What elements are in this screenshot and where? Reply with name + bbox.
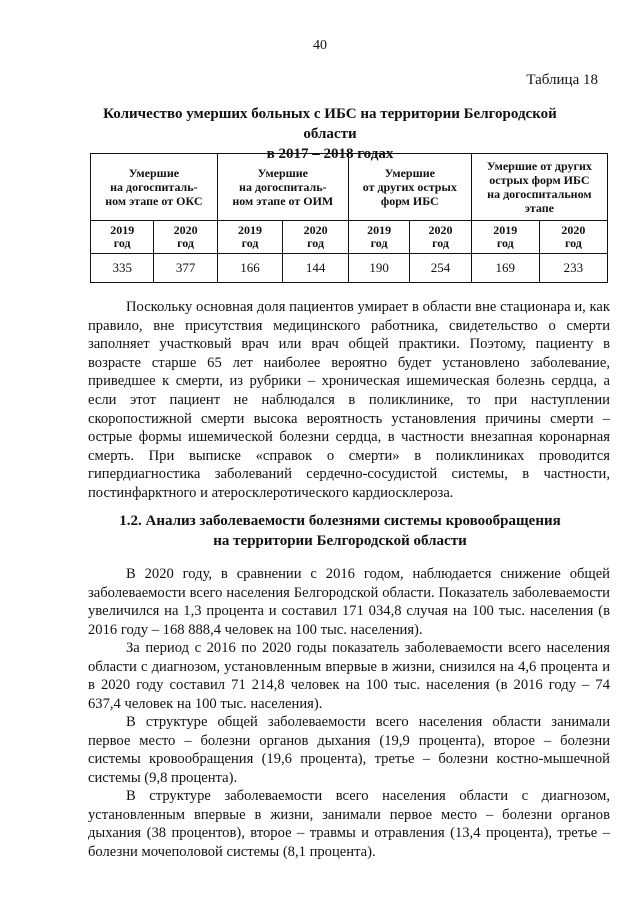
value-cell: 166	[217, 254, 283, 283]
year-cell	[217, 221, 283, 254]
table-header-cell	[471, 154, 607, 221]
body-paragraph-1	[88, 298, 610, 503]
year-unit: год	[307, 236, 325, 250]
header-text: Умершие от других	[486, 159, 592, 173]
year-unit: год	[177, 236, 194, 250]
header-text: на догоспиталь-	[239, 180, 327, 194]
value-cell: 190	[348, 254, 409, 283]
paragraph-text: В 2020 году, в сравнении с 2016 годом, наблюдается снижение общей заболеваемости всего населения Белгородской области. Показатель заболеваемости увеличился на 1,3 процента и составил 171 034,8 случая на 100 тыс. населения (в 2016 году – 168 888,4 человек на 100 тыс. населения).	[88, 566, 610, 638]
year-cell	[283, 221, 349, 254]
paragraph-text: Поскольку основная доля пациентов умирает в области вне стационара и, как правило, вне присутствия медицинского работника, свидетельство о смерти заполняет участковый врач или врач общей практики. Поэтому, пациенту в возрасте старше 65 лет наиболее вероятно будет установлено заболевание, приведшее к смерти, из рубрики – хроническая ишемическая болезнь сердца, а если этот пациент не наблюдался в поликлинике, то при наступлении скоропостижной смерти высока вероятность установления причины смерти – острые формы ишемической болезни сердца, в частности внезапная коронарная смерть. При выписке «справок о смерти» в поликлиниках проводится гипердиагностика заболеваний сердечно-сосудистой системы, в частности, постинфарктного и атеросклеротического кардиосклероза.	[88, 299, 610, 501]
year-unit: год	[432, 236, 449, 250]
header-text: Умершие	[257, 166, 308, 180]
value-cell: 144	[283, 254, 349, 283]
header-text: ном этапе от ОИМ	[232, 194, 334, 208]
body-paragraph-4	[88, 713, 610, 787]
section-title-line2: на территории Белгородской области	[213, 533, 467, 549]
value-cell: 233	[539, 254, 607, 283]
table-header-cell	[217, 154, 348, 221]
section-title	[80, 511, 600, 551]
year-value: 2020	[303, 223, 328, 237]
year-value: 2019	[238, 223, 263, 237]
year-unit: год	[564, 236, 582, 250]
table-title-line1: Количество умерших больных с ИБС на территории Белгородской области	[103, 106, 557, 142]
year-unit: год	[496, 236, 514, 250]
year-cell	[348, 221, 409, 254]
year-value: 2019	[110, 223, 135, 237]
year-value: 2019	[367, 223, 392, 237]
table-header-cell	[91, 154, 218, 221]
header-text: этапе	[524, 201, 555, 215]
body-paragraph-5	[88, 787, 610, 861]
year-unit: год	[113, 236, 131, 250]
year-cell	[91, 221, 154, 254]
table-year-row	[91, 221, 608, 254]
year-value: 2019	[493, 223, 518, 237]
mortality-table	[90, 153, 608, 283]
header-text: острых форм ИБС	[489, 173, 590, 187]
value-cell: 335	[91, 254, 154, 283]
paragraph-text: В структуре общей заболеваемости всего населения области занимали первое место – болезни органов дыхания (19,9 процента), второе – болезни системы кровообращения (19,6 процента), третье – болезни костно-мышечной системы (9,8 процента).	[88, 714, 610, 786]
header-text: форм ИБС	[380, 194, 439, 208]
paragraph-text: За период с 2016 по 2020 годы показатель заболеваемости всего населения области с диагнозом, установленным впервые в жизни, снизился на 4,6 процента и в 2020 году составил 71 214,8 человек на 100 тыс. населения (в 2016 году – 74 637,4 человек на 100 тыс. населения).	[88, 640, 610, 712]
body-paragraph-3	[88, 639, 610, 713]
year-cell	[539, 221, 607, 254]
table-label: Таблица 18	[526, 72, 598, 88]
year-value: 2020	[173, 223, 198, 237]
section-title-line1: 1.2. Анализ заболеваемости болезнями системы кровообращения	[119, 513, 561, 529]
header-text: Умершие	[384, 166, 435, 180]
header-text: Умершие	[128, 166, 180, 180]
year-cell	[410, 221, 471, 254]
value-cell: 169	[471, 254, 539, 283]
table-header-row	[91, 154, 608, 221]
header-text: на догоспитальном	[487, 187, 592, 201]
year-cell	[154, 221, 217, 254]
page-number: 40	[313, 38, 327, 53]
year-unit: год	[241, 236, 259, 250]
header-text: на догоспиталь-	[110, 180, 198, 194]
paragraph-text: В структуре заболеваемости всего населения области с диагнозом, установленным впервые в жизни, занимали первое место – болезни органов дыхания (38 процентов), второе – травмы и отравления (13,4 процента), третье – болезни мочеполовой системы (8,1 процента).	[88, 788, 610, 860]
value-cell: 254	[410, 254, 471, 283]
header-text: от других острых	[362, 180, 457, 194]
table-title-line2: в 2017 – 2018 годах	[266, 146, 394, 162]
value-cell: 377	[154, 254, 217, 283]
header-text: ном этапе от ОКС	[105, 194, 203, 208]
table-value-row	[91, 254, 608, 283]
year-value: 2020	[561, 223, 586, 237]
year-cell	[471, 221, 539, 254]
year-unit: год	[370, 236, 388, 250]
year-value: 2020	[428, 223, 453, 237]
body-paragraph-2	[88, 565, 610, 639]
table-header-cell	[348, 154, 471, 221]
